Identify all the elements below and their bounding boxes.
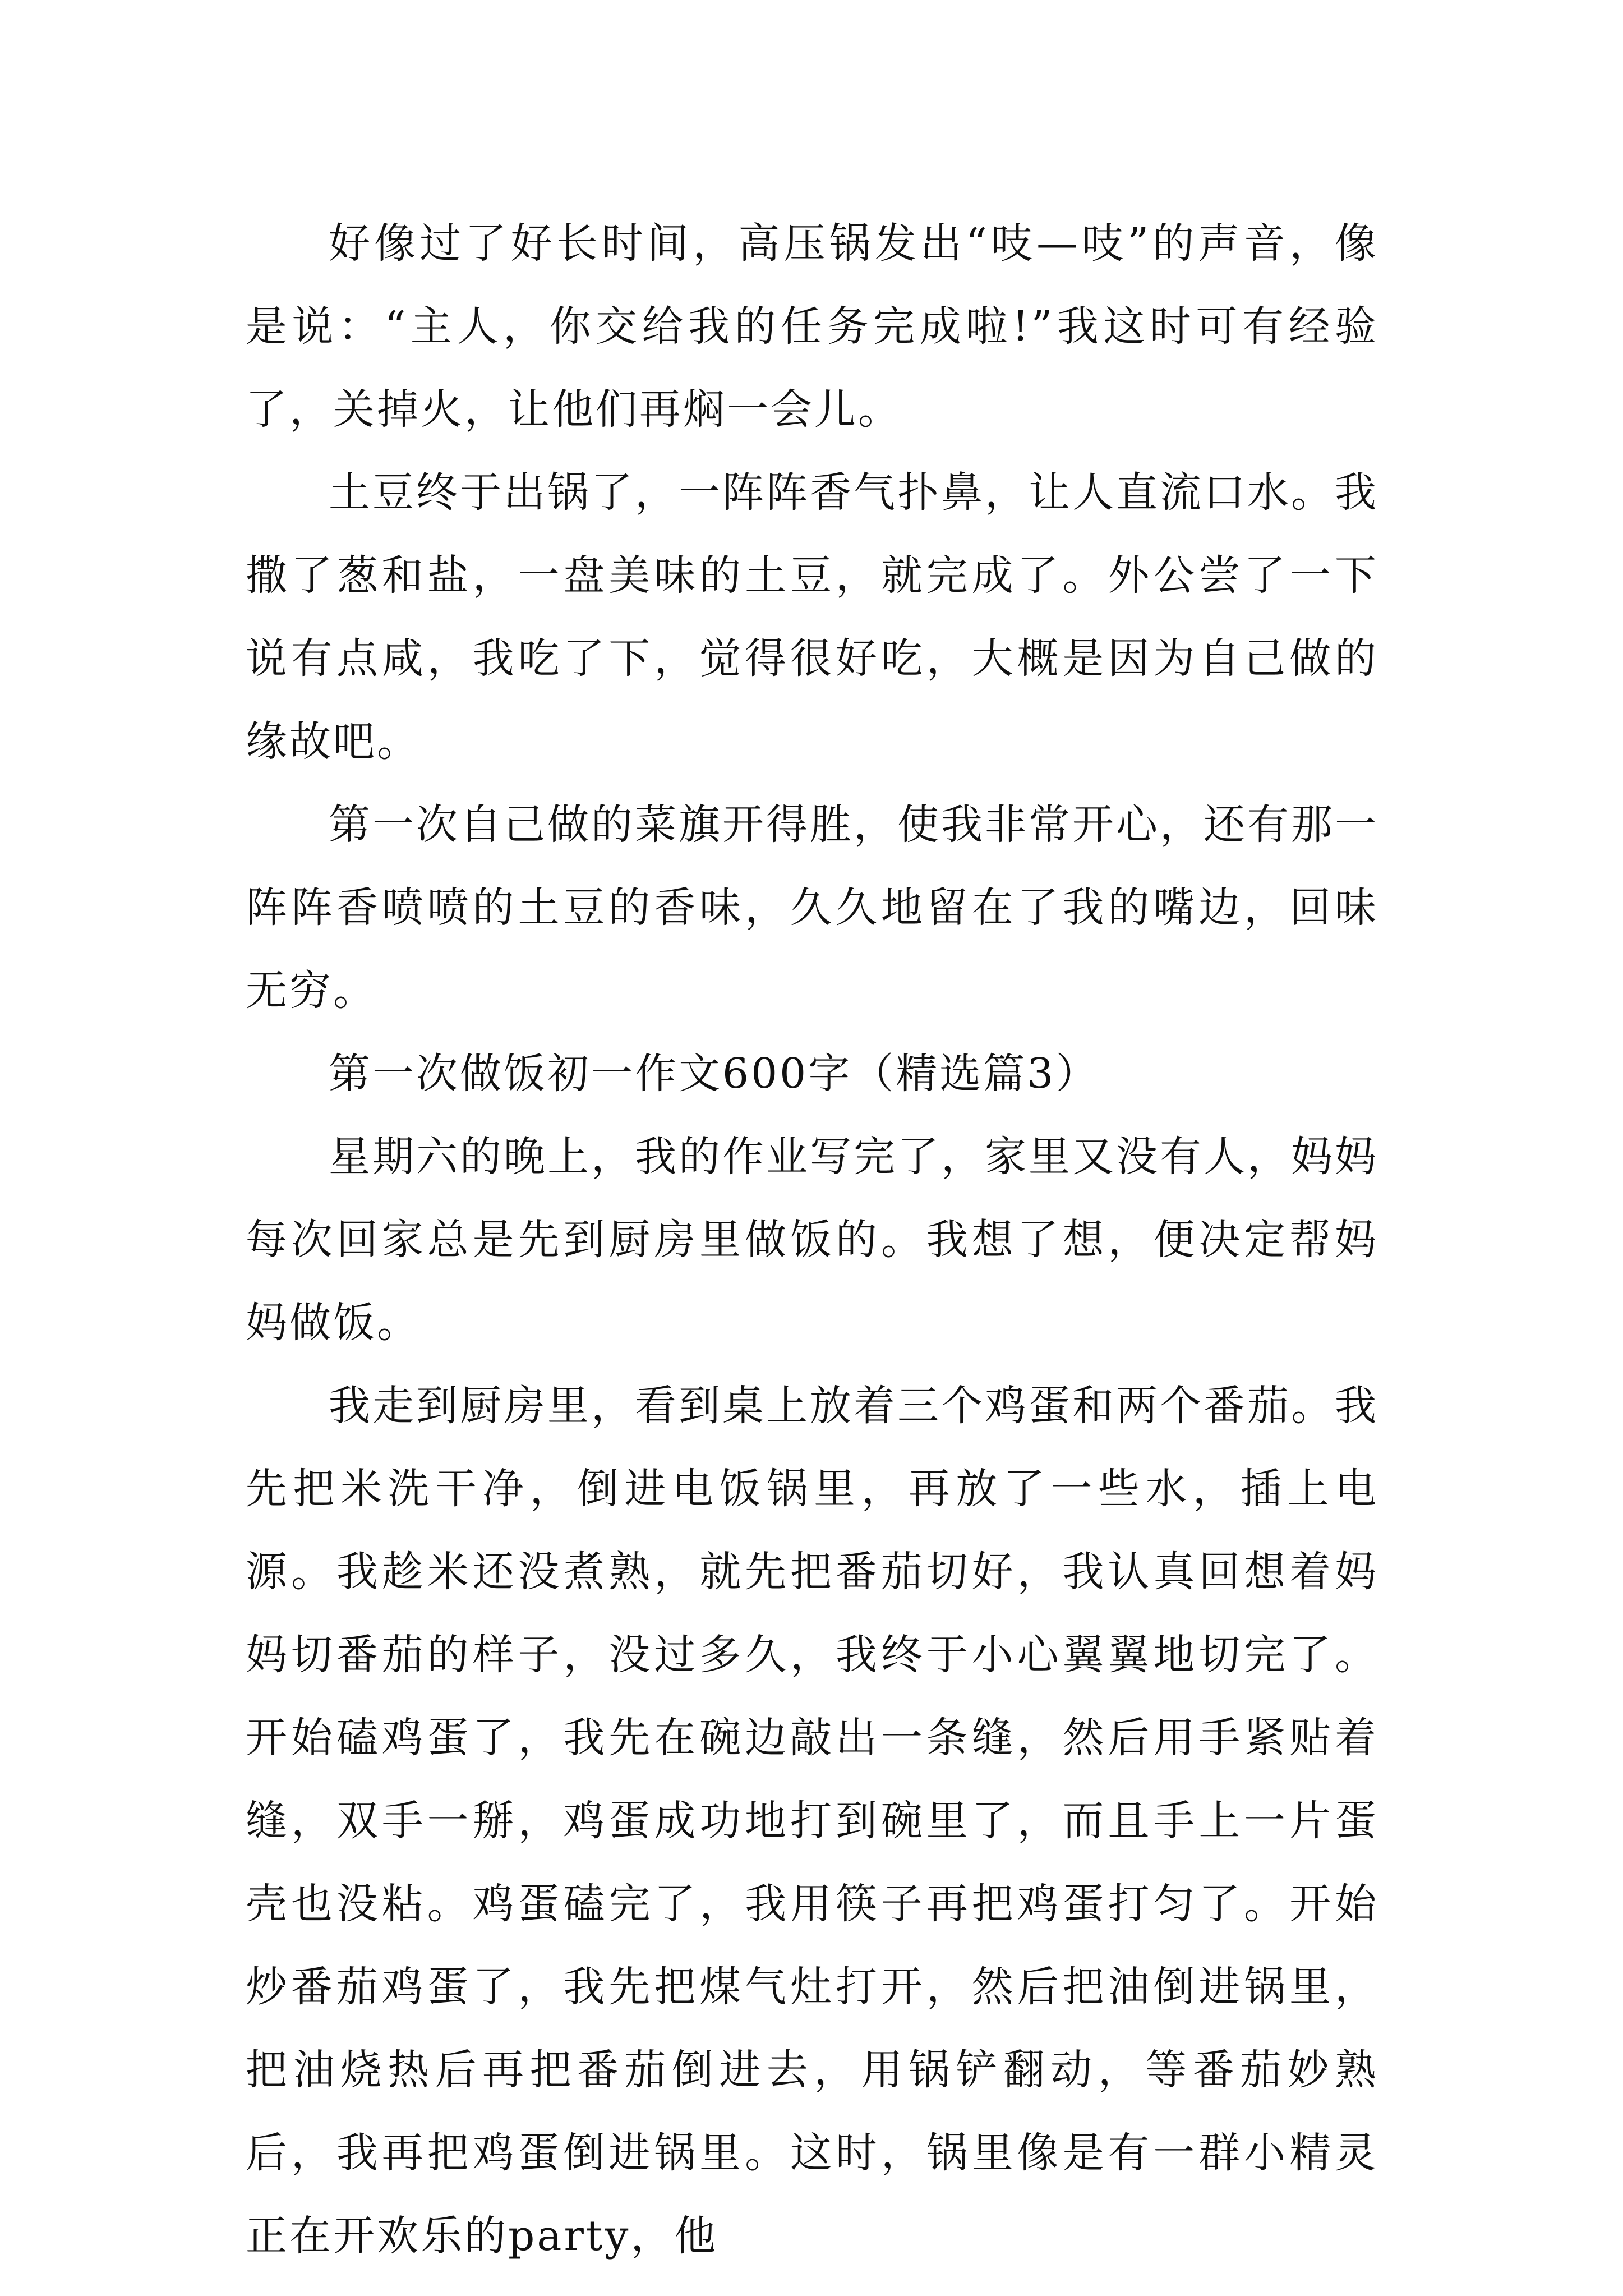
paragraph-first-dish: 第一次自己做的菜旗开得胜，使我非常开心，还有那一阵阵香喷喷的土豆的香味，久久地留在了我的嘴边，回味无穷。 (246, 800, 1378, 1015)
paragraph-pressure-cooker: 好像过了好长时间，高压锅发出“吱—吱”的声音，像是说：“主人，你交给我的任务完成啦!”我这时可有经验了，关掉火，让他们再焖一会儿。 (246, 219, 1378, 434)
paragraph-cooking-eggs: 我走到厨房里，看到桌上放着三个鸡蛋和两个番茄。我先把米洗干净，倒进电饭锅里，再放了一些水，插上电源。我趁米还没煮熟，就先把番茄切好，我认真回想着妈妈切番茄的样子，没过多久，我终于小心翼翼地切完了。开始磕鸡蛋了，我先在碗边敲出一条缝，然后用手紧贴着缝，双手一掰，鸡蛋成功地打到碗里了，而且手上一片蛋壳也没粘。鸡蛋磕完了，我用筷子再把鸡蛋打匀了。开始炒番茄鸡蛋了，我先把煤气灶打开，然后把油倒进锅里，把油烧热后再把番茄倒进去，用锅铲翻动，等番茄妙熟后，我再把鸡蛋倒进锅里。这时，锅里像是有一群小精灵正在开欢乐的party，他 (246, 1382, 1378, 2260)
paragraph-potato-done: 土豆终于出锅了，一阵阵香气扑鼻，让人直流口水。我撒了葱和盐，一盘美味的土豆，就完成了。外公尝了一下说有点咸，我吃了下，觉得很好吃，大概是因为自己做的缘故吧。 (246, 468, 1378, 766)
paragraph-saturday-evening: 星期六的晚上，我的作业写完了，家里又没有人，妈妈每次回家总是先到厨房里做饭的。我想了想，便决定帮妈妈做饭。 (246, 1133, 1378, 1347)
document-body (246, 202, 1378, 2277)
section-heading: 第一次做饭初一作文600字（精选篇3） (329, 1050, 1100, 1098)
